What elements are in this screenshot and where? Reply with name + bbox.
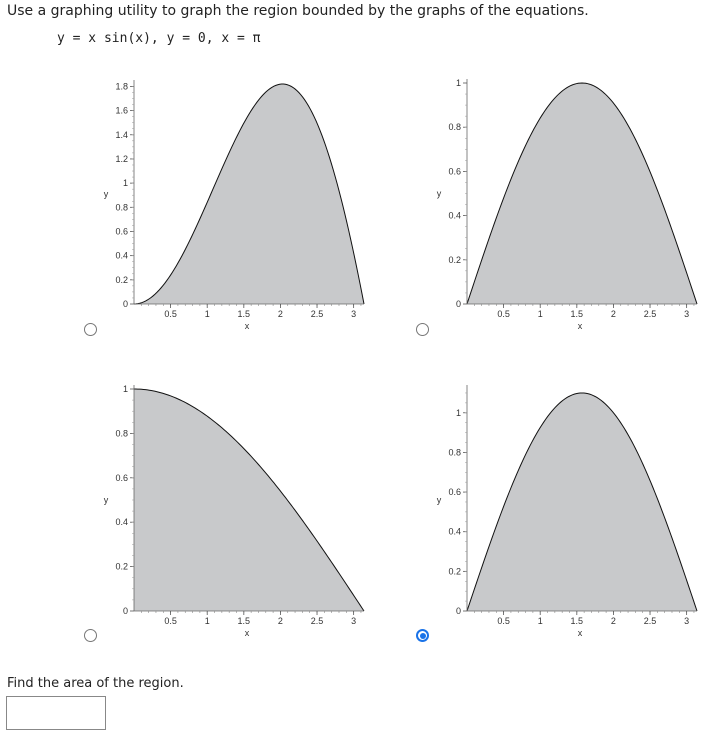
x-tick-label: 1 xyxy=(537,616,543,626)
x-axis-label: x xyxy=(244,321,250,331)
x-tick-label: 1 xyxy=(537,309,543,319)
shaded-region xyxy=(467,393,697,611)
y-tick-label: 0.8 xyxy=(115,202,128,213)
x-tick-label: 2.5 xyxy=(643,616,657,626)
x-tick-label: 3 xyxy=(684,309,690,319)
x-tick-label: 3 xyxy=(351,616,357,626)
question-prompt: Use a graphing utility to graph the region bounded by the graphs of the equations. xyxy=(7,3,589,19)
y-tick-label: 0.4 xyxy=(115,517,128,528)
y-tick-label: 1 xyxy=(455,78,461,88)
x-tick-label: 2.5 xyxy=(310,309,324,319)
x-tick-label: 2 xyxy=(277,616,283,626)
y-tick-label: 0 xyxy=(122,606,128,616)
y-tick-label: 0.2 xyxy=(115,561,128,572)
x-tick-label: 0.5 xyxy=(497,616,510,626)
y-tick-label: 0.6 xyxy=(115,226,128,237)
x-axis-label: x xyxy=(244,628,250,638)
x-tick-label: 3 xyxy=(684,616,690,626)
x-tick-label: 1 xyxy=(204,616,210,626)
x-tick-label: 0.5 xyxy=(164,309,177,319)
y-tick-label: 0.6 xyxy=(448,166,461,177)
x-tick-label: 0.5 xyxy=(164,616,177,626)
x-tick-label: 2 xyxy=(610,616,616,626)
y-tick-label: 0.8 xyxy=(115,428,128,439)
x-axis-label: x xyxy=(577,628,583,638)
y-tick-label: 1 xyxy=(122,178,128,189)
y-tick-label: 1.6 xyxy=(115,105,128,116)
question-equation: y = x sin(x), y = 0, x = π xyxy=(57,31,261,46)
y-tick-label: 0.8 xyxy=(448,122,461,133)
x-tick-label: 2.5 xyxy=(643,309,657,319)
y-tick-label: 0.4 xyxy=(115,250,128,261)
y-tick-label: 0 xyxy=(455,299,461,309)
y-tick-label: 0.6 xyxy=(115,472,128,483)
x-tick-label: 2 xyxy=(277,309,283,319)
x-tick-label: 3 xyxy=(351,309,357,319)
y-tick-label: 0 xyxy=(122,299,128,309)
y-tick-label: 0.4 xyxy=(448,526,461,537)
y-tick-label: 1 xyxy=(455,407,461,418)
y-tick-label: 0.2 xyxy=(448,254,461,265)
y-tick-label: 0.4 xyxy=(448,210,461,221)
y-tick-label: 0.2 xyxy=(448,566,461,577)
x-tick-label: 1.5 xyxy=(237,309,251,319)
y-tick-label: 1.4 xyxy=(115,129,128,140)
x-tick-label: 1.5 xyxy=(570,616,584,626)
x-tick-label: 1.5 xyxy=(570,309,584,319)
y-axis-label: y xyxy=(103,189,109,199)
y-tick-label: 1.2 xyxy=(115,153,128,164)
y-tick-label: 0.8 xyxy=(448,447,461,458)
x-tick-label: 2 xyxy=(610,309,616,319)
y-axis-label: y xyxy=(436,495,442,505)
y-tick-label: 1.8 xyxy=(115,81,128,92)
x-axis-label: x xyxy=(577,321,583,331)
option-4-radio[interactable] xyxy=(416,629,429,642)
y-tick-label: 1 xyxy=(122,384,128,394)
x-tick-label: 0.5 xyxy=(497,309,510,319)
area-prompt: Find the area of the region. xyxy=(7,676,184,691)
y-tick-label: 0.2 xyxy=(115,274,128,285)
y-tick-label: 0.6 xyxy=(448,487,461,498)
x-tick-label: 2.5 xyxy=(310,616,324,626)
area-answer-input[interactable] xyxy=(6,696,106,730)
y-tick-label: 0 xyxy=(455,606,461,616)
x-tick-label: 1.5 xyxy=(237,616,251,626)
y-axis-label: y xyxy=(103,495,109,505)
x-tick-label: 1 xyxy=(204,309,210,319)
y-axis-label: y xyxy=(436,188,442,199)
